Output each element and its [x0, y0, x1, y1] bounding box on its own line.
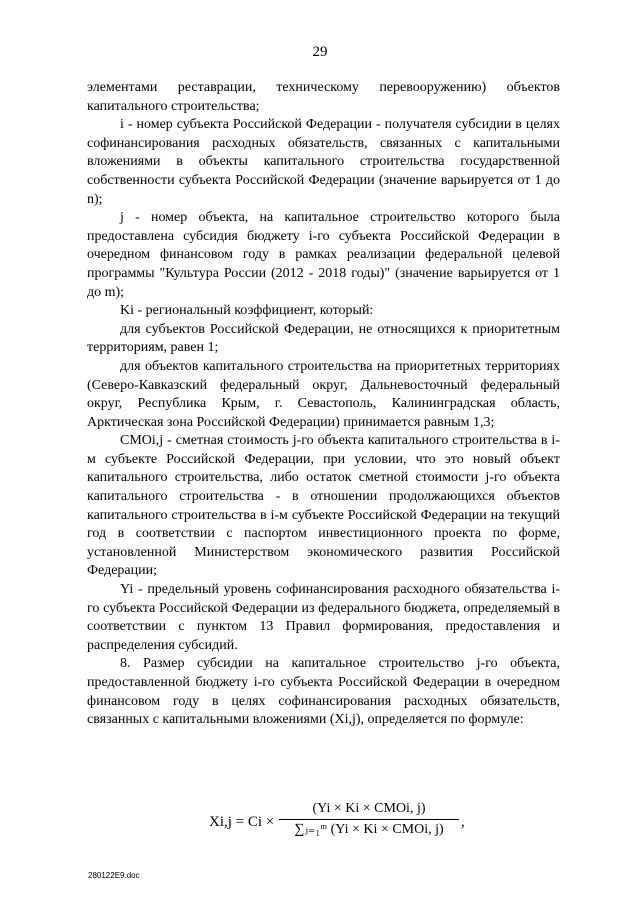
paragraph-6: для объектов капитального строительства на приоритетных территориях (Северо-Кавказский федеральный округ, Дальневосточный федеральный округ, Республика Крым, г. Севастополь, Калининградская область, Арктическая зона Российской Федерации) принимается равным 1,3; — [87, 358, 560, 430]
page-number: 29 — [312, 44, 328, 60]
subsidy-formula — [209, 800, 469, 848]
formula-lhs: Xi,j = Ci × — [209, 814, 275, 830]
paragraph-4: Ki - региональный коэффициент, который: — [120, 303, 374, 319]
document-body — [87, 79, 560, 730]
formula-denominator: ∑ⱼ₌₁ᵐ (Yi × Ki × СМОi, j) — [294, 822, 444, 837]
formula-numerator: (Yi × Ki × СМОi, j) — [279, 800, 459, 820]
paragraph-8: Yi - предельный уровень софинансирования расходного обязательства i-го субъекта Российской Федерации из федерального бюджета, определяемый в соответствии с пунктом 13 Правил формирования, предоставления и распределения субсидий. — [87, 582, 560, 653]
paragraph-7: СМОi,j - сметная стоимость j-го объекта капитального строительства в i-м субъекте Российской Федерации, при условии, что это новый объект капитального строительства, либо остаток сметной стоимости j-го объекта капитального строительства - в отношении продолжающихся объектов капитального строительства в i-м субъекте Российской Федерации на текущий год в соответствии с паспортом инвестиционного проекта по форме, установленной Министерством экономического развития Российской Федерации; — [87, 433, 560, 579]
footer-filename: 280122E9.doc — [88, 871, 140, 880]
formula-fraction — [279, 800, 459, 840]
paragraph-1: элементами реставрации, техническому перевооружению) объектов капитального строительства; — [87, 80, 560, 114]
formula-comma: , — [461, 814, 465, 830]
paragraph-5: для субъектов Российской Федерации, не относящихся к приоритетным территориям, равен 1; — [87, 321, 560, 356]
paragraph-2: i - номер субъекта Российской Федерации - получателя субсидии в целях софинансирования расходных обязательств, связанных с капитальными вложениями в объекты капитального строительства государственной собственности субъекта Российской Федерации (значение варьируется от 1 до n); — [87, 117, 560, 207]
paragraph-9: 8. Размер субсидии на капитальное строительство j-го объекта, предоставленной бюджету i-го субъекта Российской Федерации в очередном финансовом году в целях софинансирования расходных обязательств, связанных с капитальными вложениями (Xi,j), определяется по формуле: — [87, 656, 560, 728]
paragraph-3: j - номер объекта, на капитальное строительство которого была предоставлена субсидия бюджету i-го субъекта Российской Федерации в очередном финансовом году в рамках реализации федеральной целевой программы "Культура России (2012 - 2018 годы)" (значение варьируется от 1 до m); — [87, 210, 560, 300]
